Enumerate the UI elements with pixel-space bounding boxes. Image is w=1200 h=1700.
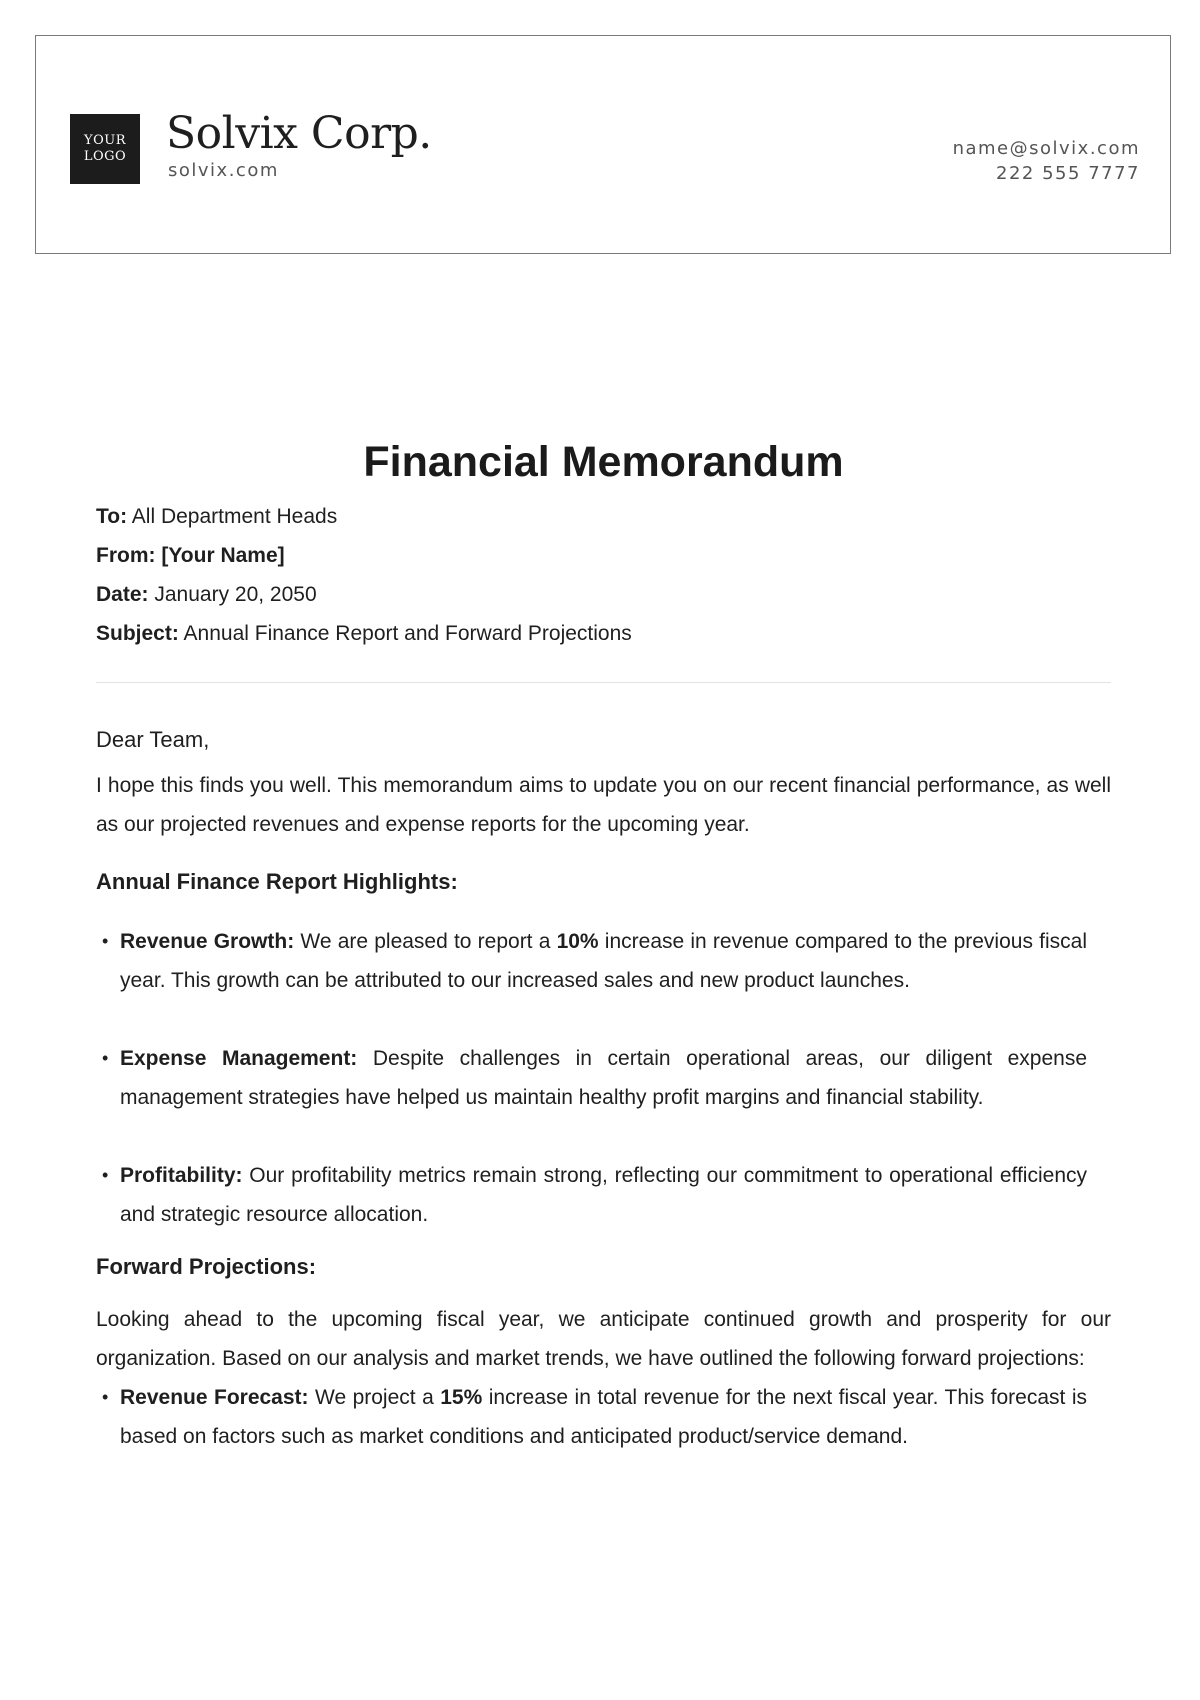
memo-date-label: Date: <box>96 583 149 606</box>
contact-email[interactable]: name@solvix.com <box>952 138 1140 159</box>
highlight-emphasis: 10% <box>556 930 599 953</box>
memo-from-label: From: <box>96 544 156 567</box>
highlight-revenue-growth <box>96 922 1111 1000</box>
memo-from <box>96 536 1111 575</box>
memo-to <box>96 497 1111 536</box>
company-website[interactable]: solvix.com <box>168 160 279 181</box>
highlight-text: We are pleased to report a <box>300 930 551 953</box>
greeting: Dear Team, <box>96 727 210 752</box>
memo-title: Financial Memorandum <box>363 438 844 486</box>
intro-paragraph: I hope this finds you well. This memorandum aims to update you on our recent financial performance, as well as our projected revenues and expense reports for the upcoming year. <box>96 774 1111 836</box>
logo-line-1: YOUR <box>84 133 126 148</box>
projection-revenue-forecast <box>96 1378 1111 1456</box>
memo-date <box>96 575 1111 614</box>
company-name: Solvix Corp. <box>166 108 432 159</box>
highlight-profitability <box>96 1156 1111 1234</box>
projections-heading: Forward Projections: <box>96 1254 317 1279</box>
highlights-heading: Annual Finance Report Highlights: <box>96 869 458 894</box>
projections-list <box>96 1378 1111 1456</box>
memo-to-label: To: <box>96 505 128 528</box>
projection-emphasis: 15% <box>440 1386 483 1409</box>
memo-from-value: [Your Name] <box>161 544 285 567</box>
projection-text: We project a <box>315 1386 434 1409</box>
highlight-text: Despite challenges in certain operational areas, our diligent expense management strategies have helped us maintain healthy profit margins and financial stability. <box>120 1047 1087 1109</box>
highlights-list <box>96 922 1111 1234</box>
projections-intro: Looking ahead to the upcoming fiscal year, we anticipate continued growth and prosperity for our organization. Based on our analysis and market trends, we have outlined the following forward projections: <box>96 1308 1111 1370</box>
highlight-text: Our profitability metrics remain strong, reflecting our commitment to operational efficiency and strategic resource allocation. <box>120 1164 1087 1226</box>
highlight-text: increase in revenue compared to the previous fiscal year. This growth can be attributed to our increased sales and new product launches. <box>120 930 1087 992</box>
memo-date-value: January 20, 2050 <box>154 583 317 606</box>
divider <box>96 682 1111 683</box>
projection-label: Revenue Forecast: <box>120 1386 309 1409</box>
highlight-label: Expense Management: <box>120 1047 358 1070</box>
company-logo <box>70 114 140 184</box>
memo-content <box>96 437 1111 1456</box>
contact-phone: 222 555 7777 <box>996 163 1140 184</box>
highlight-label: Revenue Growth: <box>120 930 295 953</box>
memo-subject <box>96 614 1111 653</box>
memo-to-value: All Department Heads <box>131 505 338 528</box>
letterhead <box>35 35 1171 254</box>
highlight-label: Profitability: <box>120 1164 243 1187</box>
projection-text: increase in total revenue for the next fiscal year. This forecast is based on factors such as market conditions and anticipated product/service demand. <box>120 1386 1087 1448</box>
highlight-expense-management <box>96 1039 1111 1117</box>
memo-subject-value: Annual Finance Report and Forward Projections <box>183 622 632 645</box>
contact-block <box>953 136 1140 186</box>
logo-line-2: LOGO <box>83 149 127 164</box>
memo-subject-label: Subject: <box>96 622 179 645</box>
